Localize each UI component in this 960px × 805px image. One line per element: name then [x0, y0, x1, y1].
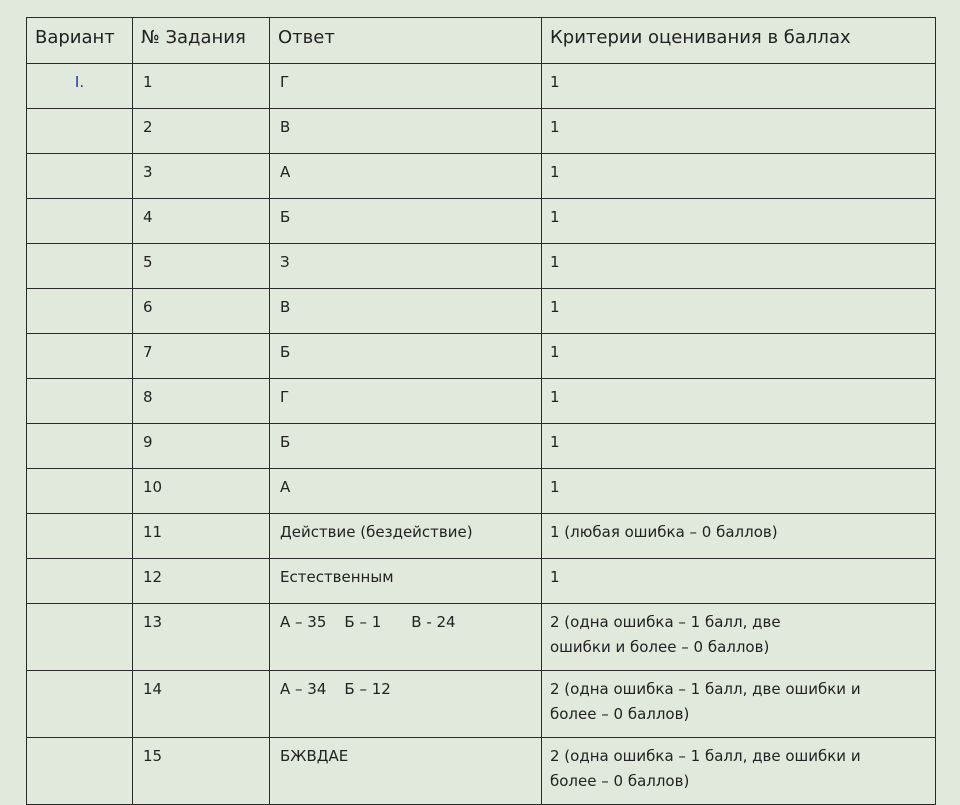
table-header — [27, 18, 936, 64]
cell-criteria: 1 — [542, 559, 936, 604]
cell-answer: Б — [270, 334, 542, 379]
cell-task: 15 — [133, 738, 270, 805]
table-row — [27, 109, 936, 154]
table-body — [27, 64, 936, 805]
cell-criteria — [542, 604, 936, 671]
cell-variant — [27, 604, 133, 671]
answer-key-table-container — [26, 17, 935, 805]
table-row — [27, 469, 936, 514]
cell-criteria — [542, 671, 936, 738]
criteria-line: более – 0 баллов) — [550, 705, 690, 723]
cell-criteria: 1 — [542, 289, 936, 334]
header-answer: Ответ — [270, 18, 542, 64]
cell-answer: Естественным — [270, 559, 542, 604]
answer-key-table — [26, 17, 936, 805]
cell-variant — [27, 671, 133, 738]
cell-criteria: 1 — [542, 469, 936, 514]
cell-answer: Г — [270, 379, 542, 424]
cell-answer: Действие (бездействие) — [270, 514, 542, 559]
criteria-line: 2 (одна ошибка – 1 балл, две ошибки и — [550, 747, 861, 765]
criteria-line: более – 0 баллов) — [550, 772, 690, 790]
table-row — [27, 154, 936, 199]
table-row — [27, 671, 936, 738]
header-criteria: Критерии оценивания в баллах — [542, 18, 936, 64]
cell-variant — [27, 289, 133, 334]
answer-part: Б – 12 — [344, 680, 391, 698]
cell-variant — [27, 109, 133, 154]
answer-part: А – 35 — [280, 613, 327, 631]
cell-task: 3 — [133, 154, 270, 199]
table-row — [27, 244, 936, 289]
cell-answer — [270, 671, 542, 738]
cell-answer: Г — [270, 64, 542, 109]
cell-answer: Б — [270, 199, 542, 244]
cell-criteria: 1 — [542, 109, 936, 154]
table-row — [27, 199, 936, 244]
criteria-line: 2 (одна ошибка – 1 балл, две ошибки и — [550, 680, 861, 698]
cell-criteria: 1 — [542, 334, 936, 379]
table-row — [27, 738, 936, 805]
cell-answer — [270, 604, 542, 671]
table-row — [27, 334, 936, 379]
cell-criteria: 1 — [542, 154, 936, 199]
answer-part: А – 34 — [280, 680, 327, 698]
cell-answer: БЖВДАЕ — [270, 738, 542, 805]
header-task-number: № Задания — [133, 18, 270, 64]
cell-answer: А — [270, 469, 542, 514]
cell-task: 6 — [133, 289, 270, 334]
answer-part: В - 24 — [411, 613, 456, 631]
cell-answer: А — [270, 154, 542, 199]
cell-answer: Б — [270, 424, 542, 469]
cell-variant — [27, 514, 133, 559]
cell-task: 5 — [133, 244, 270, 289]
cell-criteria: 1 — [542, 199, 936, 244]
cell-task: 13 — [133, 604, 270, 671]
cell-answer: З — [270, 244, 542, 289]
cell-variant — [27, 469, 133, 514]
cell-criteria: 1 — [542, 379, 936, 424]
table-row — [27, 64, 936, 109]
table-row — [27, 559, 936, 604]
table-row — [27, 514, 936, 559]
cell-criteria: 1 — [542, 244, 936, 289]
cell-variant: I. — [27, 64, 133, 109]
cell-variant — [27, 738, 133, 805]
cell-task: 4 — [133, 199, 270, 244]
cell-variant — [27, 199, 133, 244]
cell-criteria — [542, 738, 936, 805]
answer-part: Б – 1 — [344, 613, 382, 631]
cell-variant — [27, 334, 133, 379]
cell-variant — [27, 559, 133, 604]
cell-answer: В — [270, 289, 542, 334]
cell-variant — [27, 424, 133, 469]
cell-variant — [27, 154, 133, 199]
cell-task: 2 — [133, 109, 270, 154]
cell-variant — [27, 379, 133, 424]
cell-task: 9 — [133, 424, 270, 469]
cell-task: 8 — [133, 379, 270, 424]
cell-task: 7 — [133, 334, 270, 379]
header-row — [27, 18, 936, 64]
table-row — [27, 379, 936, 424]
cell-task: 1 — [133, 64, 270, 109]
table-row — [27, 289, 936, 334]
cell-criteria: 1 — [542, 424, 936, 469]
table-row — [27, 604, 936, 671]
cell-task: 11 — [133, 514, 270, 559]
cell-criteria: 1 — [542, 64, 936, 109]
table-row — [27, 424, 936, 469]
criteria-line: ошибки и более – 0 баллов) — [550, 638, 770, 656]
cell-criteria: 1 (любая ошибка – 0 баллов) — [542, 514, 936, 559]
criteria-line: 2 (одна ошибка – 1 балл, две — [550, 613, 781, 631]
cell-answer: В — [270, 109, 542, 154]
cell-task: 10 — [133, 469, 270, 514]
cell-variant — [27, 244, 133, 289]
cell-task: 12 — [133, 559, 270, 604]
header-variant: Вариант — [27, 18, 133, 64]
cell-task: 14 — [133, 671, 270, 738]
